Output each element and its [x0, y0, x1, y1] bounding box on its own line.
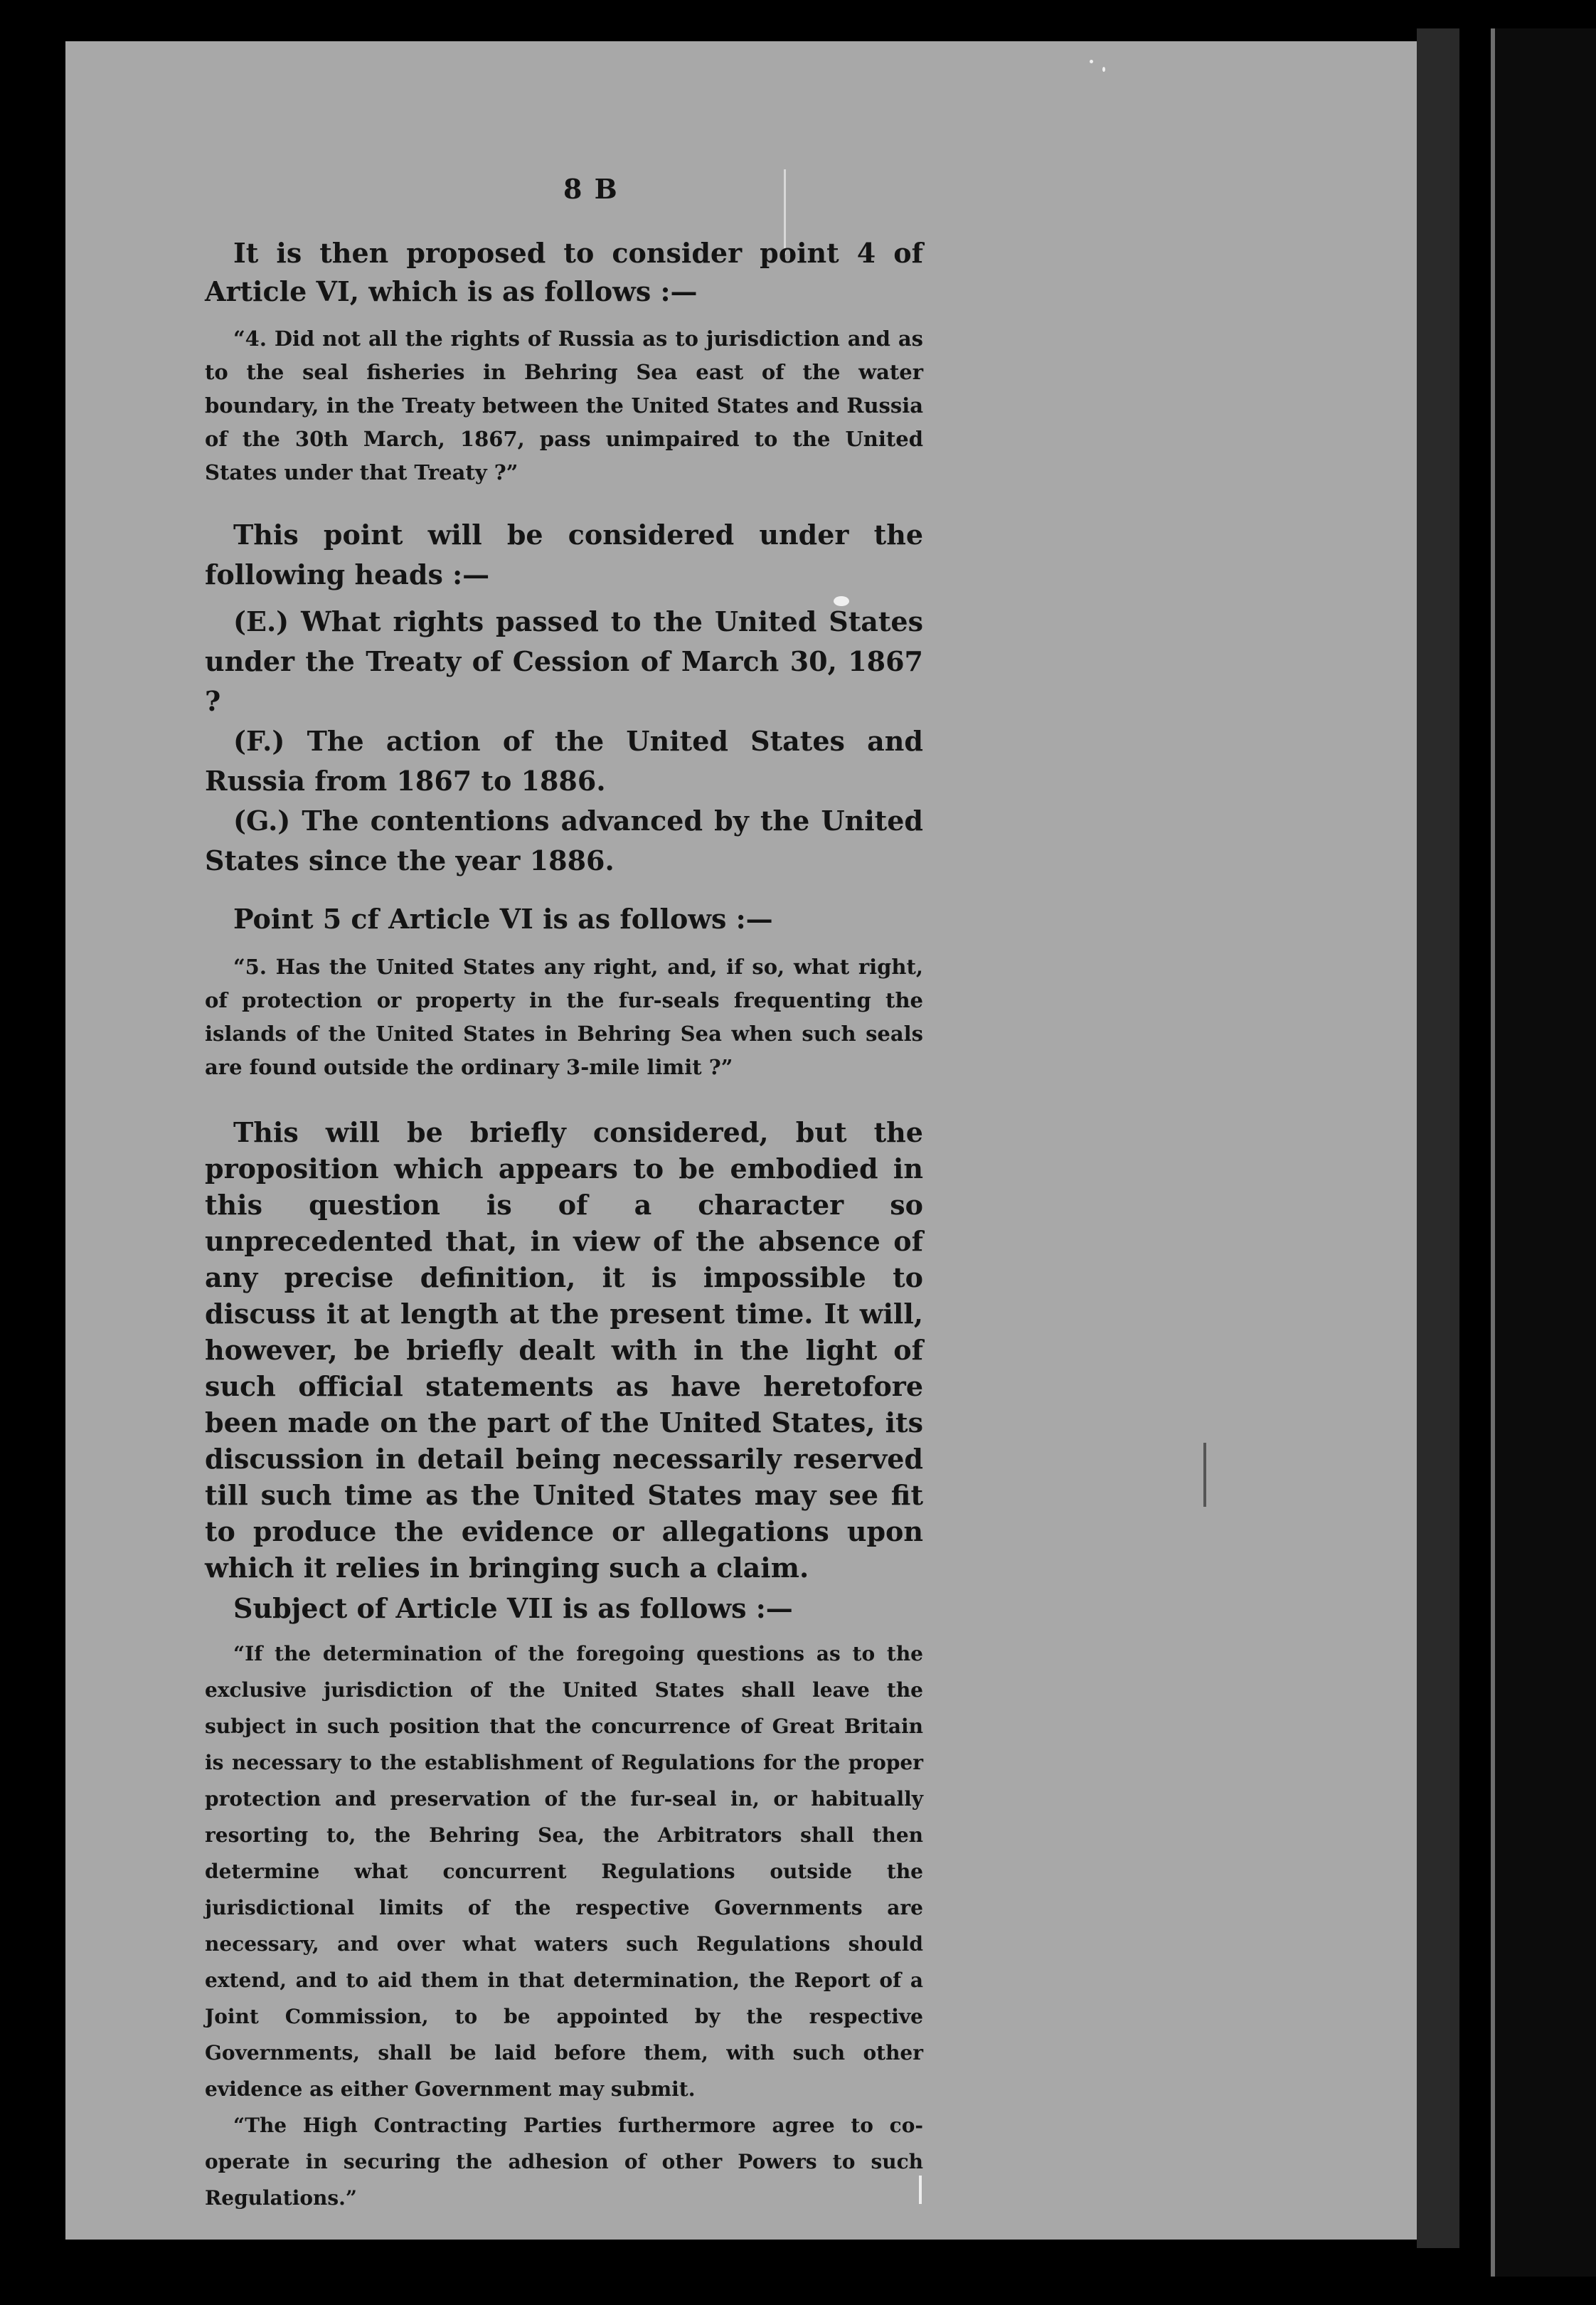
intro-point-4: It is then proposed to consider point 4 of Article VI, which is as follows :—: [205, 237, 923, 307]
page-number: 8 B: [563, 173, 619, 205]
intro-article-7: Subject of Article VII is as follows :—: [233, 1592, 793, 1624]
page-text-column: [205, 173, 923, 2216]
intro-point-5: Point 5 cf Article VI is as follows :—: [233, 903, 773, 935]
adjacent-page-border: [1491, 28, 1495, 2277]
paragraph-point-5: This will be briefly considered, but the proposition which appears to be embodied in this question is of a character so unprecedented that, in view of the absence of any precise definition, it is impossible to discuss it at length at the present time. It will, however, be briefly dealt with in the light of such official statements as have heretofore been made on the part of the United States, its discussion in detail being necessarily reserved till such time as the United States may see fit to produce the evidence or allegations upon which it relies in bringing such a claim.: [205, 1116, 923, 1584]
adjacent-page-edge: [1494, 28, 1596, 2277]
scan-speck: [1090, 60, 1093, 63]
scanned-page: [65, 41, 1417, 2240]
quote-point-4: “4. Did not all the rights of Russia as to jurisdiction and as to the seal fisheries in Behring Sea east of the water boundary, in the Treaty between the United States and Russia of the 30th March, 1867, pass unimpaired to the United States under that Treaty ?”: [205, 327, 923, 484]
quote-point-5: “5. Has the United States any right, and, if so, what right, of protection or property in the fur-seals frequenting the islands of the United States in Behring Sea when such seals are found outside the ordinary 3-mile limit ?”: [205, 955, 923, 1079]
scan-speck: [1102, 67, 1105, 72]
head-e: (E.) What rights passed to the United States under the Treaty of Cession of March 30, 1867 ?: [205, 605, 923, 717]
heads-intro: This point will be considered under the following heads :—: [205, 519, 923, 590]
head-g: (G.) The contentions advanced by the United States since the year 1886.: [205, 805, 923, 876]
quote-article-7-part-1: “If the determination of the foregoing questions as to the exclusive jurisdiction of the United States shall leave the subject in such position that the concurrence of Great Britain is necessary to the establishment of Regulations for the proper protection and preservation of the fur-seal in, or habitually resorting to, the Behring Sea, the Arbitrators shall then determine what concurrent Regulations outside the jurisdictional limits of the respective Governments are necessary, and over what waters such Regulations should extend, and to aid them in that determination, the Report of a Joint Commission, to be appointed by the respective Governments, shall be laid before them, with such other evidence as either Government may submit.: [205, 1642, 923, 2101]
page-gutter-shadow: [1417, 28, 1459, 2248]
head-f: (F.) The action of the United States and Russia from 1867 to 1886.: [205, 725, 923, 797]
quote-article-7-part-2: “The High Contracting Parties furthermore agree to co-operate in securing the adhesion of other Powers to such Regulations.”: [205, 2114, 923, 2210]
scan-scratch: [1203, 1443, 1206, 1507]
